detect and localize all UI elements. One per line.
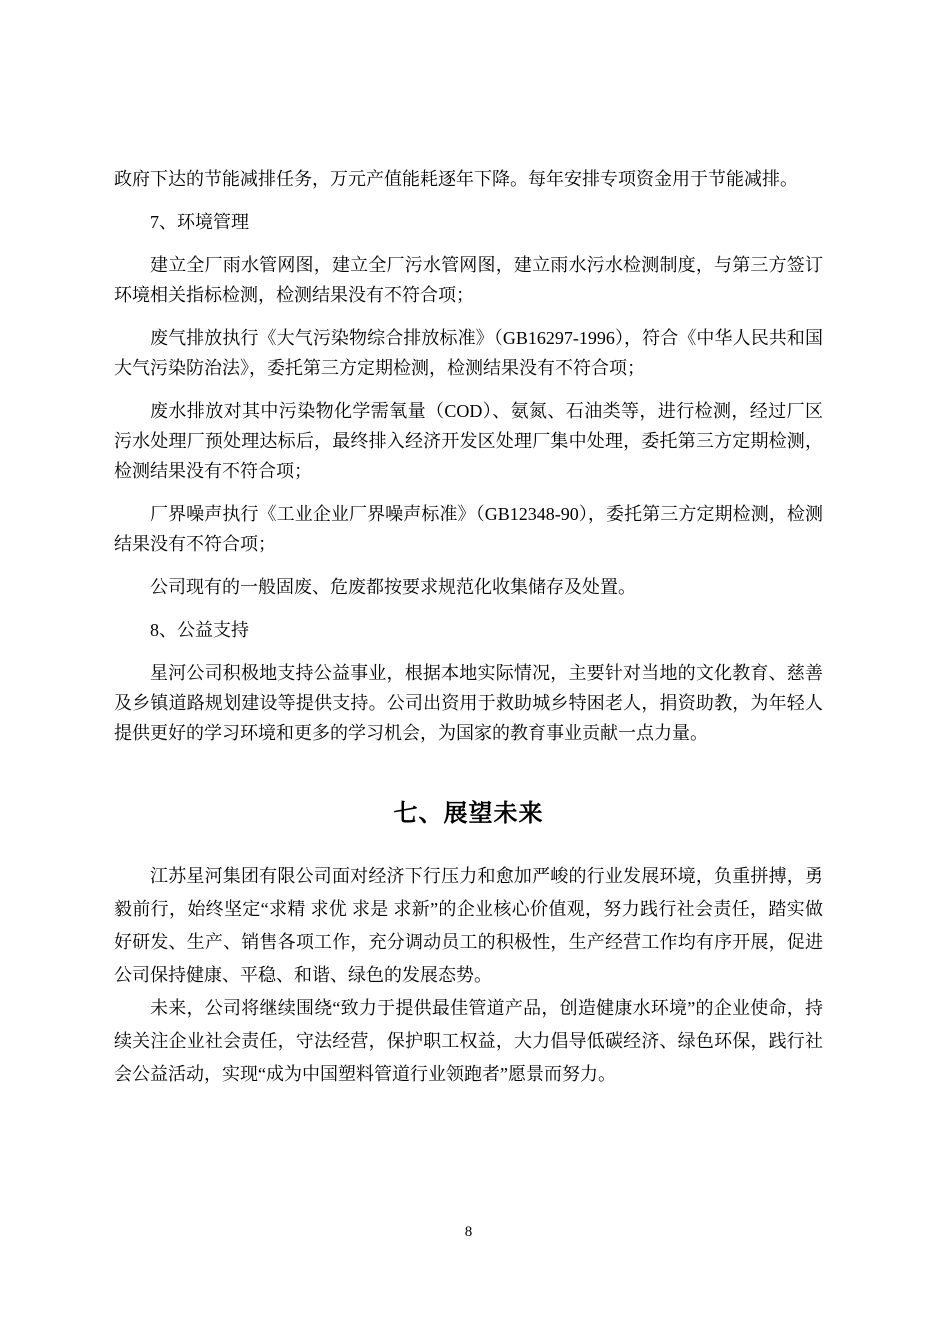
section-subheading-public-welfare: 8、公益支持 [150,620,249,640]
paragraph-solid-waste: 公司现有的一般固废、危废都按要求规范化收集储存及处置。 [150,577,636,597]
paragraph-company-values: 江苏星河集团有限公司面对经济下行压力和愈加严峻的行业发展环境，负重拼搏，勇毅前行，始终坚定“求精 求优 求是 求新”的企业核心价值观，努力践行社会责任，踏实做好研发、生产、销售各项工作，充分调动员工的积极性，生产经营工作均有序开展，促进公司保持健康、平稳、和谐、绿色的发展态势。 [114,866,823,985]
paragraph-pipe-network: 建立全厂雨水管网图，建立全厂污水管网图，建立雨水污水检测制度，与第三方签订环境相关指标检测，检测结果没有不符合项； [114,255,823,305]
paragraph-waste-water: 废水排放对其中污染物化学需氧量（COD）、氨氮、石油类等，进行检测，经过厂区污水处理厂预处理达标后，最终排入经济开发区处理厂集中处理，委托第三方定期检测，检测结果没有不符合项； [114,401,823,481]
paragraph-charity-support: 星河公司积极地支持公益事业，根据本地实际情况，主要针对当地的文化教育、慈善及乡镇道路规划建设等提供支持。公司出资用于救助城乡特困老人，捐资助教，为年轻人提供更好的学习环境和更多的学习机会，为国家的教育事业贡献一点力量。 [114,663,823,743]
paragraph-company-mission: 未来，公司将继续围绕“致力于提供最佳管道产品，创造健康水环境”的企业使命，持续关注企业社会责任，守法经营，保护职工权益，大力倡导低碳经济、绿色环保，践行社会公益活动，实现“成为中国塑料管道行业领跑者”愿景而努力。 [114,998,823,1084]
section-subheading-environment-management: 7、环境管理 [150,212,249,232]
page-number: 8 [464,1224,473,1240]
paragraph-waste-gas: 废气排放执行《大气污染物综合排放标准》（GB16297-1996），符合《中华人民共和国大气污染防治法》，委托第三方定期检测，检测结果没有不符合项； [114,328,823,378]
page-content [114,164,823,1091]
future-outlook-section [114,860,823,1091]
paragraph-energy-saving: 政府下达的节能减排任务，万元产值能耗逐年下降。每年安排专项资金用于节能减排。 [114,169,798,189]
paragraph-boundary-noise: 厂界噪声执行《工业企业厂界噪声标准》（GB12348-90），委托第三方定期检测，检测结果没有不符合项； [114,504,823,554]
chapter-heading-future-outlook: 七、展望未来 [393,800,544,827]
